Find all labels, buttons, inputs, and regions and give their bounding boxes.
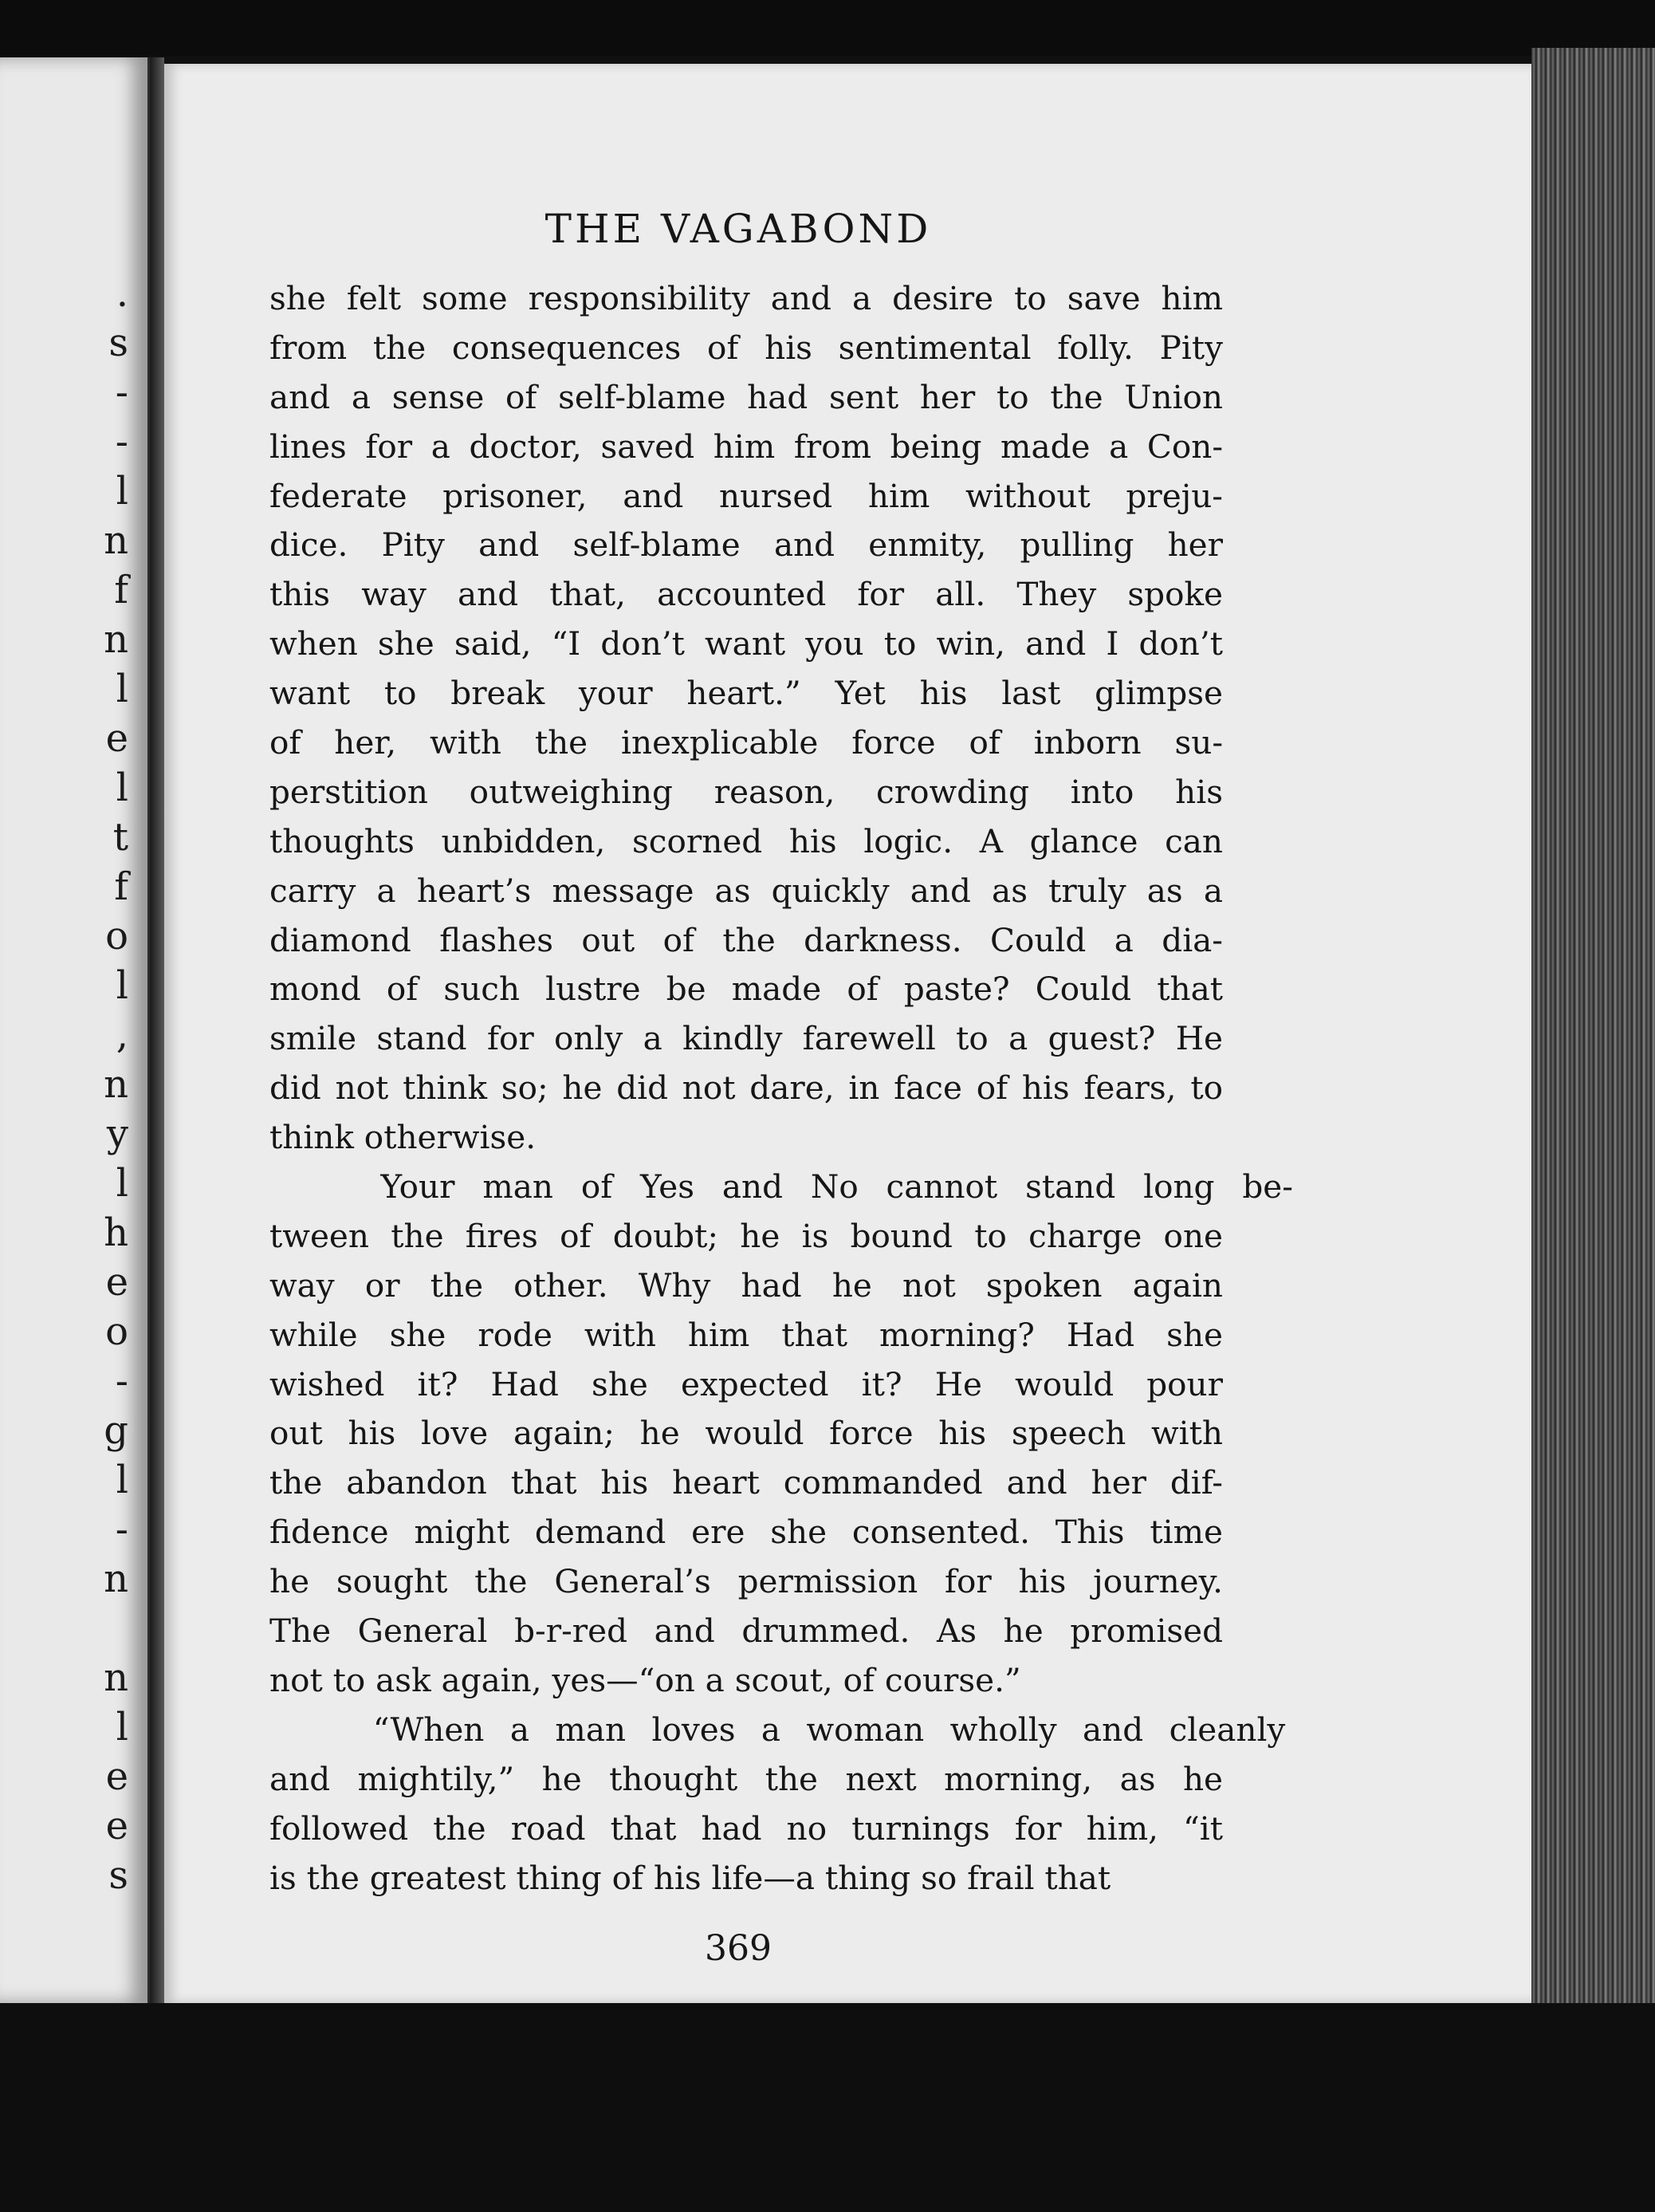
margin-letter: -	[115, 419, 128, 464]
text-line: The General b-r-red and drummed. As he promised	[269, 1612, 1223, 1651]
text-line: she felt some responsibility and a desire to save him	[269, 279, 1223, 317]
text-line: Your man of Yes and No cannot stand long be-	[269, 1167, 1293, 1206]
text-line: the abandon that his heart commanded and her dif-	[269, 1463, 1223, 1502]
facing-page-cut-off-text	[0, 57, 147, 2003]
margin-letter: f	[114, 864, 128, 909]
text-line: out his love again; he would force his speech with	[269, 1414, 1223, 1453]
book-gutter	[150, 57, 164, 2003]
margin-letter: o	[105, 1309, 128, 1354]
text-line: not to ask again, yes—“on a scout, of course.”	[269, 1660, 1021, 1699]
margin-letter: l	[116, 1458, 128, 1502]
margin-letter: n	[104, 617, 128, 662]
margin-letter: l	[116, 469, 128, 514]
text-line: “When a man loves a woman wholly and cleanly	[269, 1710, 1286, 1749]
running-head: THE VAGABOND	[544, 206, 932, 252]
margin-letter: e	[105, 1804, 128, 1848]
text-line: way or the other. Why had he not spoken again	[269, 1265, 1223, 1305]
text-line: this way and that, accounted for all. They spoke	[269, 575, 1223, 614]
text-line: from the consequences of his sentimental folly. Pity	[269, 328, 1223, 367]
margin-letter: l	[116, 1705, 128, 1750]
page-block-edges	[1531, 48, 1655, 2003]
margin-letter: e	[105, 1754, 128, 1799]
text-line: wished it? Had she expected it? He would pour	[269, 1364, 1223, 1403]
text-line: and a sense of self-blame had sent her to the Union	[269, 377, 1223, 416]
scan-background-bottom	[0, 2003, 1655, 2212]
text-line: he sought the General’s permission for his journey.	[269, 1562, 1223, 1601]
text-line: dice. Pity and self-blame and enmity, pulling her	[269, 525, 1223, 565]
text-line: is the greatest thing of his life—a thing so frail that	[269, 1858, 1111, 1897]
text-line: when she said, “I don’t want you to win, and I don’t	[269, 624, 1223, 663]
margin-letter: o	[105, 914, 128, 958]
text-line: mond of such lustre be made of paste? Could that	[269, 970, 1223, 1009]
margin-letter: ,	[116, 1013, 128, 1057]
margin-letter: -	[115, 1359, 128, 1403]
text-line: of her, with the inexplicable force of inborn su-	[269, 723, 1223, 762]
margin-letter: n	[104, 1655, 128, 1700]
text-line: diamond flashes out of the darkness. Could a dia-	[269, 920, 1223, 959]
text-line: want to break your heart.” Yet his last glimpse	[269, 674, 1223, 713]
margin-letter: e	[105, 716, 128, 761]
page-number: 369	[705, 1928, 772, 1969]
margin-letter: l	[116, 667, 128, 711]
text-line: perstition outweighing reason, crowding into his	[269, 772, 1223, 811]
page-body-text	[269, 274, 1293, 1903]
margin-letter: l	[116, 963, 128, 1008]
text-line: thoughts unbidden, scorned his logic. A glance can	[269, 821, 1223, 860]
margin-letter: y	[106, 1112, 128, 1156]
scan-background-top	[0, 0, 1655, 56]
text-line: while she rode with him that morning? Had she	[269, 1315, 1223, 1354]
margin-letter: n	[104, 518, 128, 563]
margin-letter: f	[114, 568, 128, 612]
text-line: smile stand for only a kindly farewell to a guest? He	[269, 1019, 1223, 1058]
margin-letter: s	[108, 1853, 128, 1898]
margin-letter: s	[108, 321, 128, 365]
text-line: and mightily,” he thought the next morning, as he	[269, 1759, 1223, 1798]
margin-letter: e	[105, 1260, 128, 1305]
margin-letter: h	[104, 1210, 128, 1255]
margin-letter: -	[115, 370, 128, 415]
text-line: did not think so; he did not dare, in face of his fears, to	[269, 1069, 1223, 1108]
facing-page-edge	[0, 57, 150, 2003]
margin-letter: n	[104, 1557, 128, 1601]
text-line: lines for a doctor, saved him from being made a Con-	[269, 427, 1223, 466]
text-line: think otherwise.	[269, 1118, 537, 1157]
margin-letter: n	[104, 1062, 128, 1107]
margin-letter: g	[104, 1408, 128, 1453]
margin-letter: l	[116, 766, 128, 810]
margin-letter: l	[116, 1161, 128, 1206]
text-line: carry a heart’s message as quickly and as truly as a	[269, 871, 1223, 910]
text-line: followed the road that had no turnings for him, “it	[269, 1809, 1223, 1848]
text-line: federate prisoner, and nursed him without preju-	[269, 476, 1223, 515]
margin-letter: t	[112, 815, 128, 860]
margin-letter: .	[116, 271, 128, 316]
text-line: fidence might demand ere she consented. This time	[269, 1513, 1223, 1552]
margin-letter: -	[115, 1507, 128, 1552]
text-line: tween the fires of doubt; he is bound to charge one	[269, 1216, 1223, 1255]
